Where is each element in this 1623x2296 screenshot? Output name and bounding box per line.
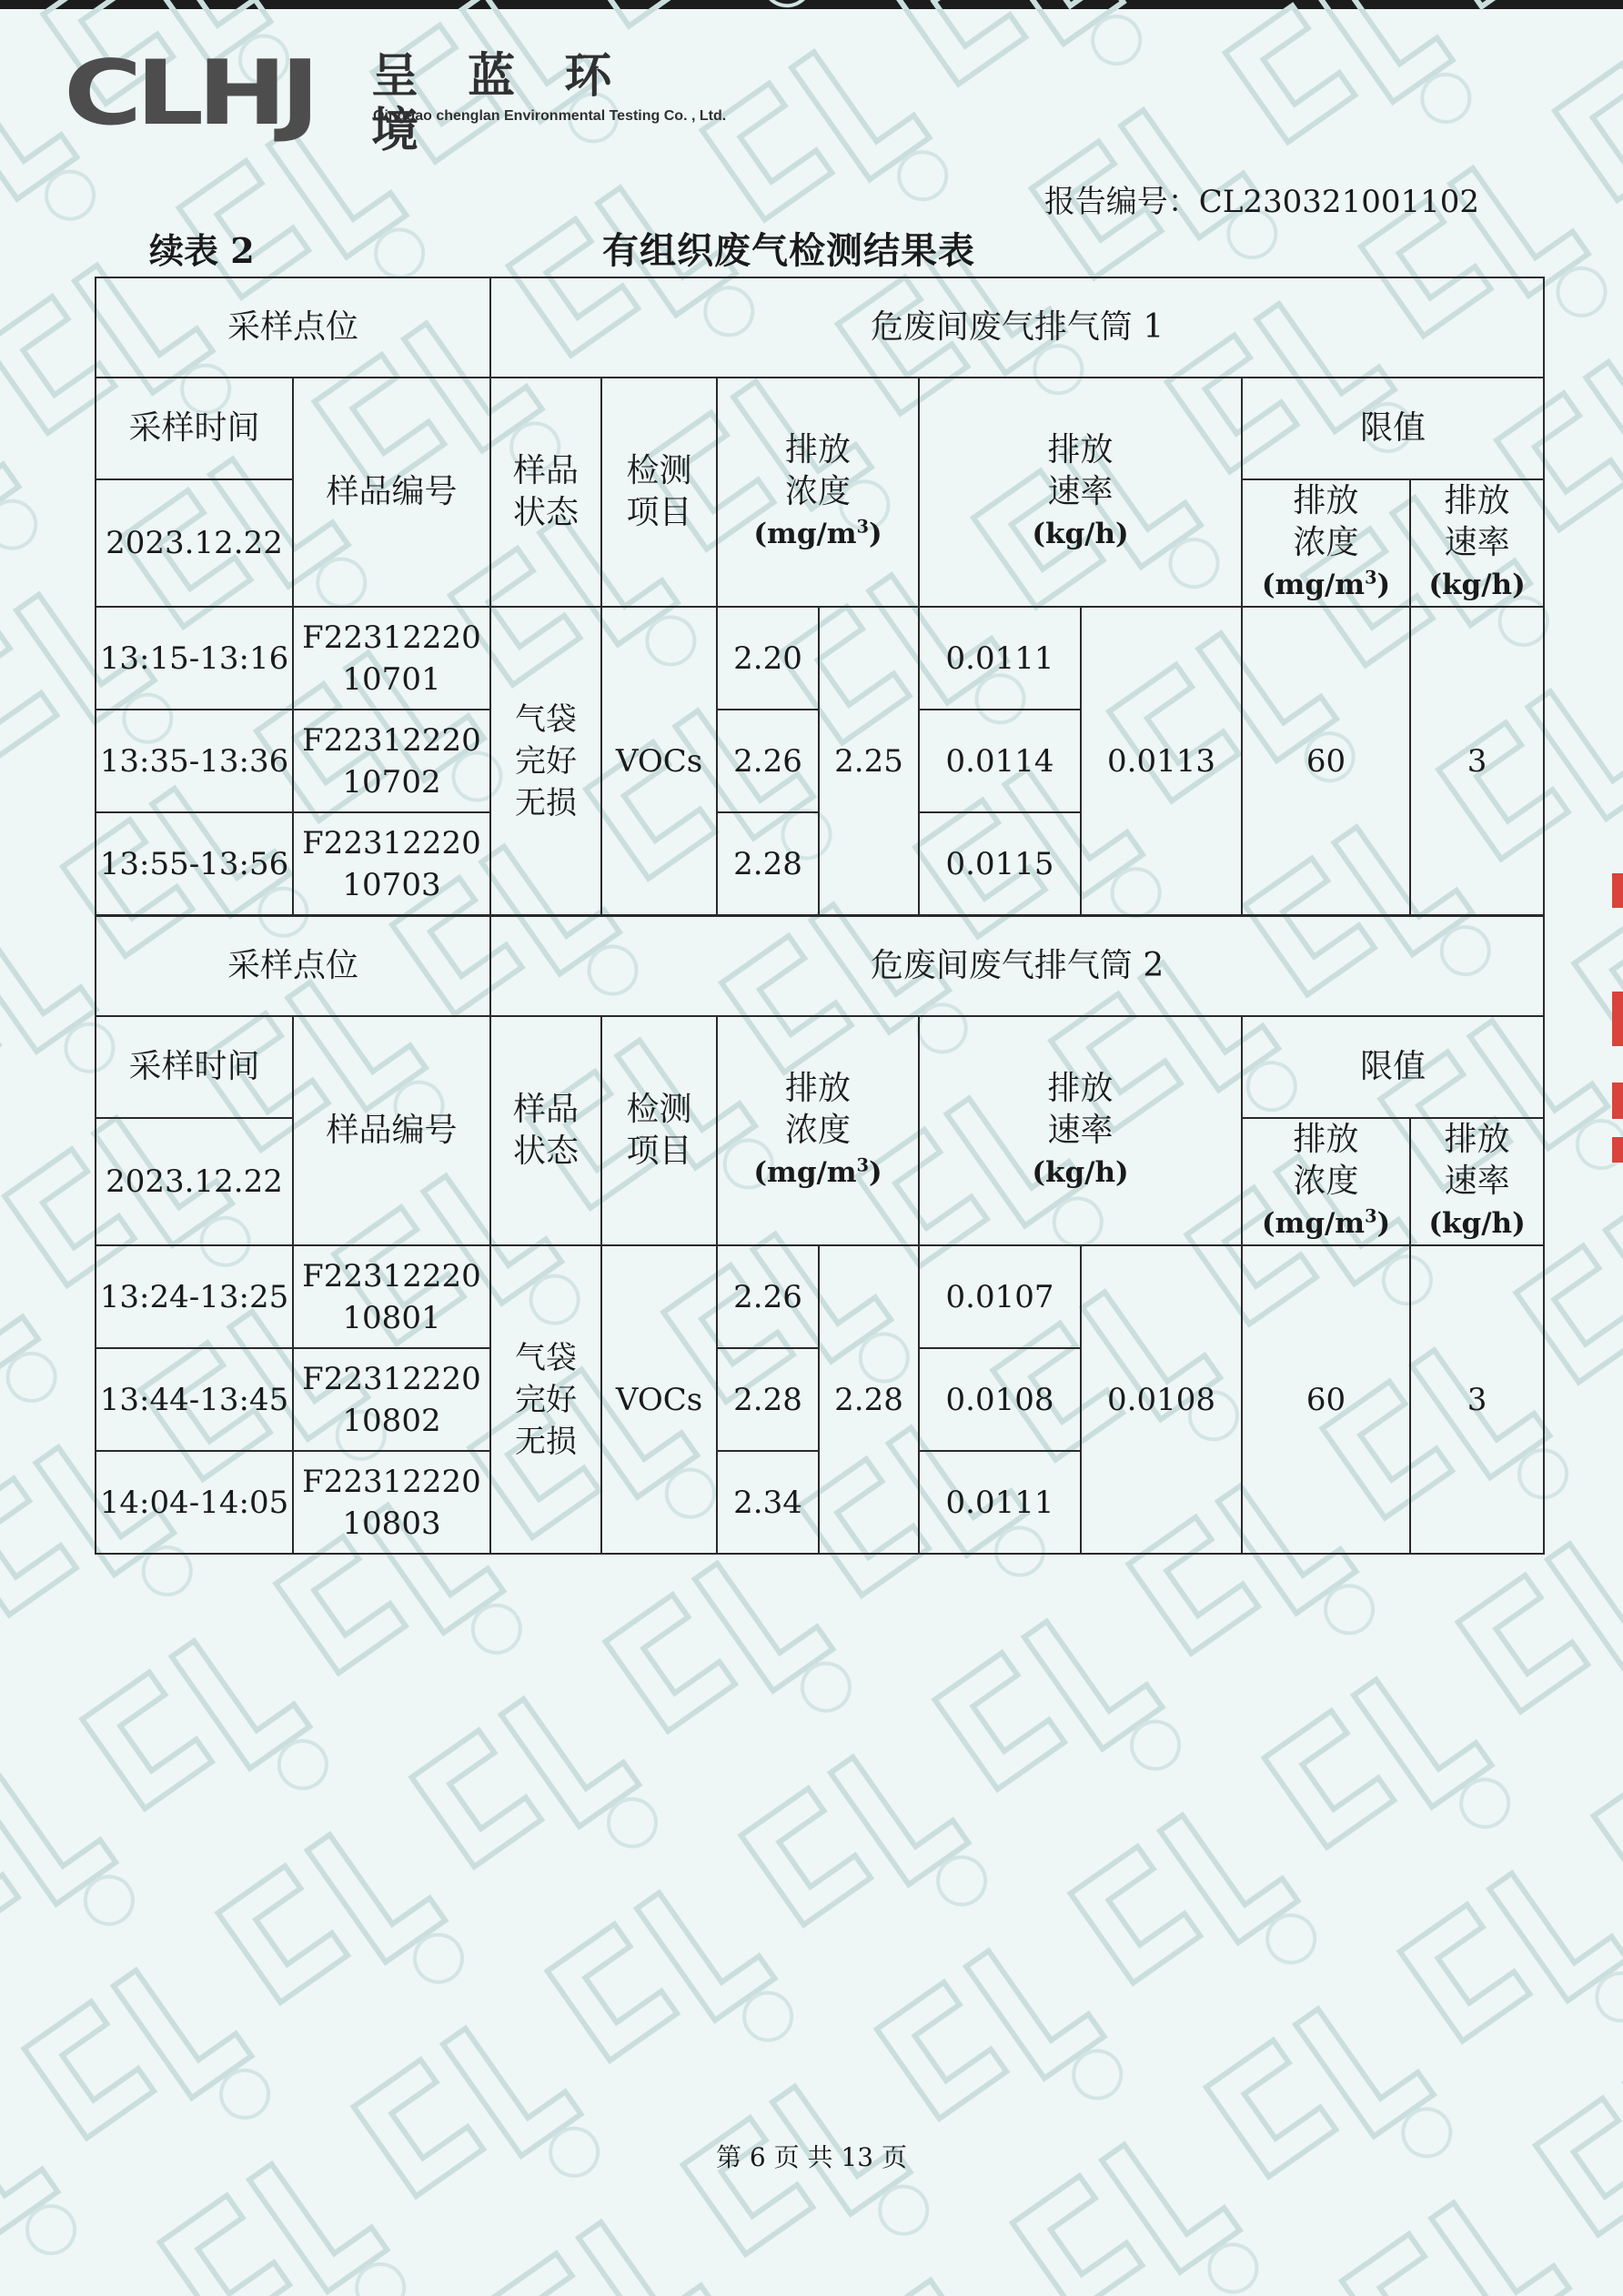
sampling-point-value: 危废间废气排气筒 2	[490, 916, 1544, 1016]
concentration-value: 2.34	[717, 1451, 819, 1554]
sampling-time: 14:04-14:05	[96, 1451, 293, 1554]
limit-header: 限值	[1242, 378, 1544, 479]
rate-value: 0.0111	[919, 607, 1081, 710]
test-item: VOCs	[601, 1245, 717, 1554]
sample-id: F22312220 10802	[293, 1348, 490, 1451]
limit-rate-header: 排放 速率 (kg/h)	[1410, 479, 1544, 607]
logo-mark: CLHJ	[64, 42, 314, 146]
sample-id-header: 样品编号	[293, 378, 490, 607]
emission-rate-header: 排放 速率 (kg/h)	[919, 378, 1242, 607]
limit-rate: 3	[1410, 607, 1544, 915]
test-item-header: 检测 项目	[601, 1016, 717, 1245]
concentration-value: 2.20	[717, 607, 819, 710]
continuation-label: 续表 2	[149, 230, 255, 271]
results-table-1	[95, 277, 1545, 916]
limit-header: 限值	[1242, 1016, 1544, 1118]
table-row	[96, 607, 1544, 710]
limit-concentration-header: 排放 浓度 $(mg/m^3)$	[1242, 479, 1410, 607]
sampling-time: 13:35-13:36	[96, 710, 293, 812]
emission-concentration-header: 排放 浓度 $(mg/m^3)$	[717, 378, 919, 607]
rate-value: 0.0115	[919, 812, 1081, 915]
concentration-value: 2.28	[717, 812, 819, 915]
seal-edge-mark	[1612, 1137, 1623, 1163]
sampling-time: 13:15-13:16	[96, 607, 293, 710]
logo-english-name: Qingdao chenglan Environmental Testing Co. , Ltd.	[373, 108, 727, 124]
logo-chinese-name: 呈 蓝 环 境	[371, 49, 629, 158]
limit-rate-header: 排放 速率 (kg/h)	[1410, 1118, 1544, 1245]
table-row	[96, 1245, 1544, 1348]
sample-state: 气袋 完好 无损	[490, 1245, 601, 1554]
seal-edge-mark	[1612, 873, 1623, 908]
table-title: 有组织废气检测结果表	[602, 229, 975, 272]
sample-state-header: 样品 状态	[490, 378, 601, 607]
sampling-time: 13:55-13:56	[96, 812, 293, 915]
sampling-time: 13:44-13:45	[96, 1348, 293, 1451]
sample-id: F22312220 10701	[293, 607, 490, 710]
sample-id: F22312220 10801	[293, 1245, 490, 1348]
emission-rate-header: 排放 速率 (kg/h)	[919, 1016, 1242, 1245]
sample-id: F22312220 10702	[293, 710, 490, 812]
sampling-date: 2023.12.22	[96, 1118, 293, 1245]
sampling-time: 13:24-13:25	[96, 1245, 293, 1348]
sampling-point-label: 采样点位	[96, 916, 490, 1016]
limit-concentration: 60	[1242, 607, 1410, 915]
sample-state: 气袋 完好 无损	[490, 607, 601, 915]
rate-average: 0.0113	[1081, 607, 1242, 915]
sample-id-header: 样品编号	[293, 1016, 490, 1245]
seal-edge-mark	[1612, 1083, 1623, 1119]
rate-average: 0.0108	[1081, 1245, 1242, 1554]
concentration-value: 2.26	[717, 1245, 819, 1348]
concentration-average: 2.28	[819, 1245, 919, 1554]
emission-concentration-header: 排放 浓度 $(mg/m^3)$	[717, 1016, 919, 1245]
report-number: 报告编号：CL230321001102	[1043, 184, 1479, 220]
limit-rate: 3	[1410, 1245, 1544, 1554]
limit-concentration: 60	[1242, 1245, 1410, 1554]
rate-value: 0.0114	[919, 710, 1081, 812]
sampling-time-header: 采样时间	[96, 1016, 293, 1118]
results-table-2	[95, 915, 1545, 1555]
rate-value: 0.0108	[919, 1348, 1081, 1451]
seal-edge-mark	[1612, 992, 1623, 1046]
company-logo	[64, 42, 727, 158]
sample-state-header: 样品 状态	[490, 1016, 601, 1245]
sampling-point-value: 危废间废气排气筒 1	[490, 277, 1544, 378]
concentration-average: 2.25	[819, 607, 919, 915]
concentration-value: 2.28	[717, 1348, 819, 1451]
sample-id: F22312220 10703	[293, 812, 490, 915]
sampling-point-label: 采样点位	[96, 277, 490, 378]
concentration-value: 2.26	[717, 710, 819, 812]
test-item: VOCs	[601, 607, 717, 915]
sampling-time-header: 采样时间	[96, 378, 293, 479]
rate-value: 0.0111	[919, 1451, 1081, 1554]
rate-value: 0.0107	[919, 1245, 1081, 1348]
sampling-date: 2023.12.22	[96, 479, 293, 607]
limit-concentration-header: 排放 浓度 $(mg/m^3)$	[1242, 1118, 1410, 1245]
test-item-header: 检测 项目	[601, 378, 717, 607]
page-number: 第 6 页 共 13 页	[716, 2142, 907, 2172]
sample-id: F22312220 10803	[293, 1451, 490, 1554]
